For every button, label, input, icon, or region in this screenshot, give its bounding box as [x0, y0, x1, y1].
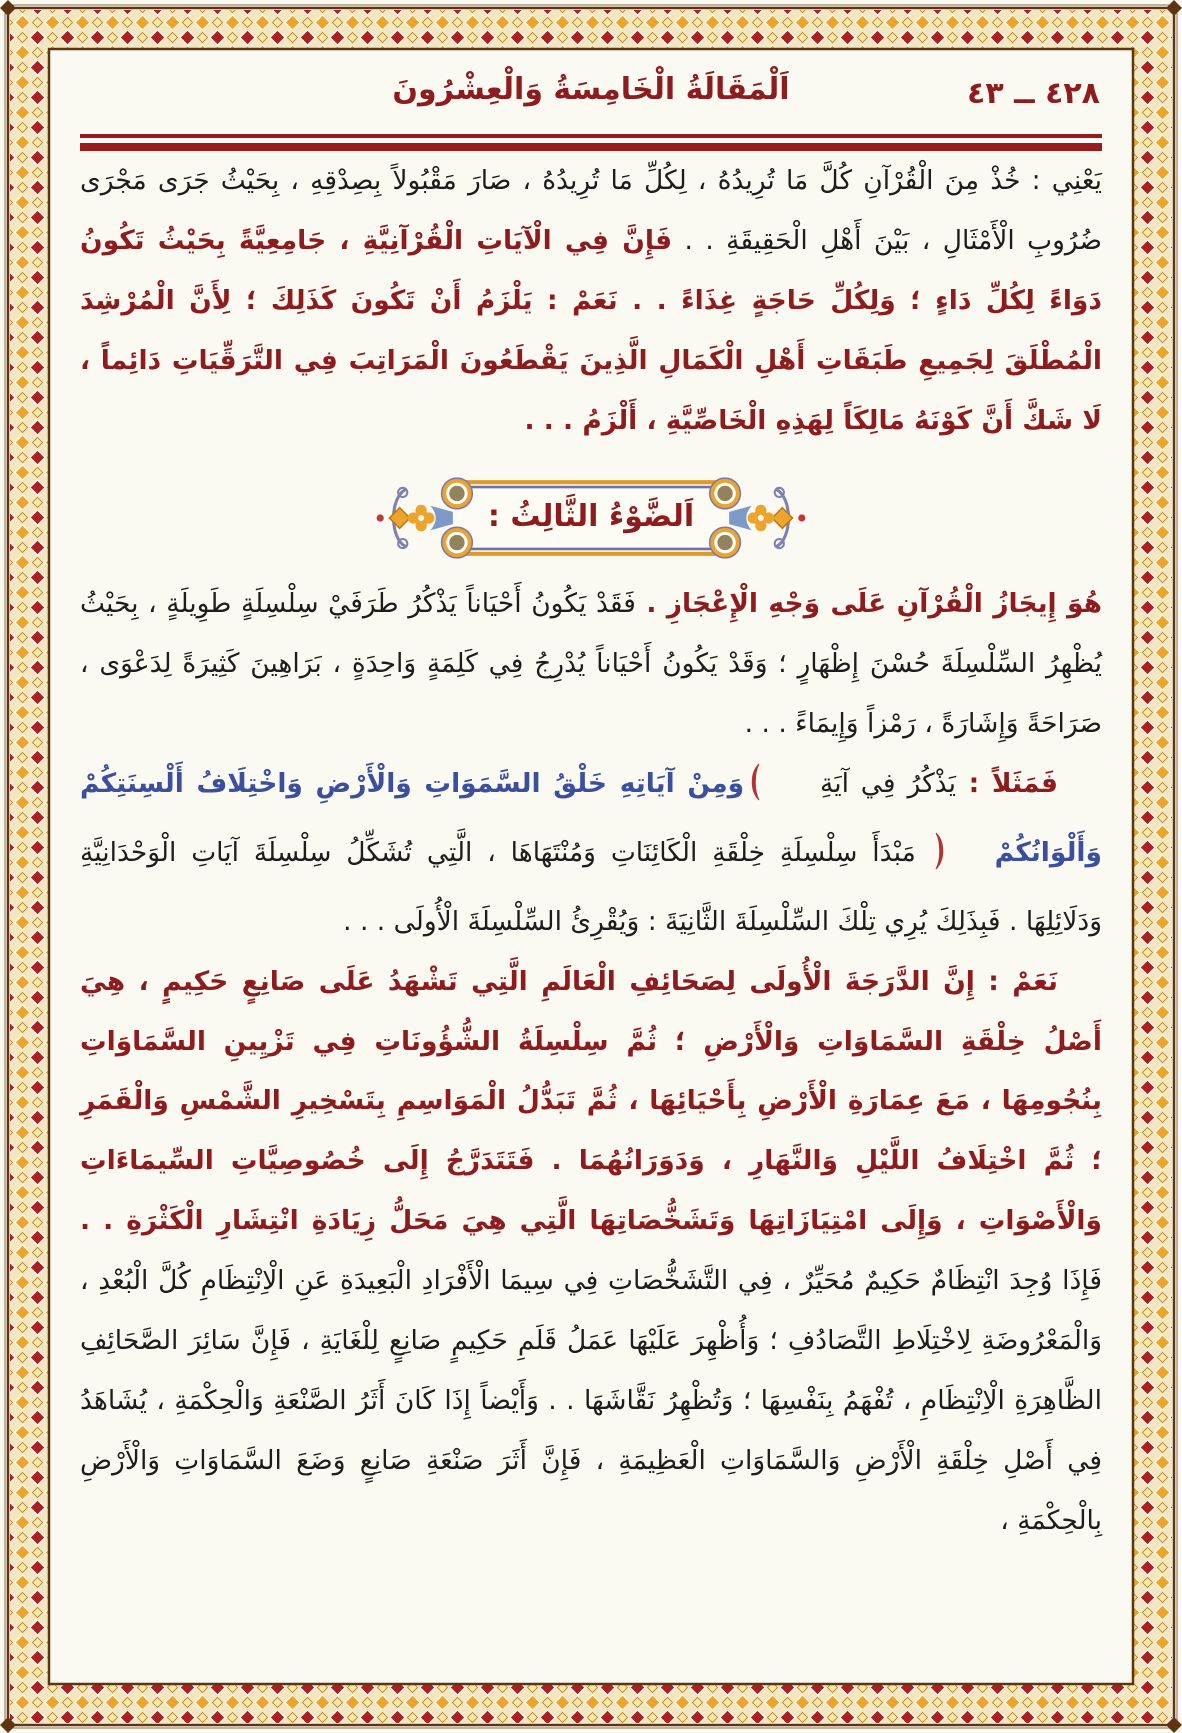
section-heading: اَلضَّوْءُ الثَّالِثُ :	[487, 498, 695, 534]
page-title: اَلْمَقَالَةُ الْخَامِسَةُ وَالْعِشْرُونَ	[392, 72, 790, 107]
body-text	[80, 151, 1102, 1550]
paragraph-3-rest-text: مَبْدَأَ سِلْسِلَةِ خِلْقَةِ الْكَائِنَاتِ وَمُنْتَهَاهَا ، الَّتِي تُشَكِّلُ سِلْسِلَةَ آيَاتِ الْوَحْدَانِيَّةِ وَدَلَائِلِهَا . فَبِذَلِكَ يُرِي تِلْكَ السِّلْسِلَةَ الثَّانِيَةَ : وَيُقْرِئُ السِّلْسِلَةَ الْأُولَى . . .	[80, 836, 1102, 937]
paragraph-1-red-text: فَإِنَّ فِي الْآيَاتِ الْقُرْآنِيَّةِ ، جَامِعِيَّةً بِحَيْثُ تَكُونُ دَوَاءً لِكُلِّ دَاءٍ ؛ وَلِكُلِّ حَاجَةٍ غِذَاءً . . نَعَمْ : يَلْزَمُ أَنْ تَكُونَ كَذَلِكَ ؛ لِأَنَّ الْمُرْشِدَ الْمُطْلَقَ لِجَمِيعِ طَبَقَاتِ أَهْلِ الْكَمَالِ الَّذِينَ يَقْطَعُونَ الْمَرَاتِبَ فِي التَّرَقِّيَاتِ دَائِماً ، لَا شَكَّ أَنَّ كَوْنَهُ مَالِكَاً لِهَذِهِ الْخَاصِّيَّةِ ، أَلْزَمُ . . .	[80, 224, 1102, 436]
paragraph-2-black-text: فَقَدْ يَكُونُ أَحْيَاناً يَذْكُرُ طَرَفَيْ سِلْسِلَةٍ طَوِيلَةٍ ، بِحَيْثُ يُظْهِرُ السِّلْسِلَةَ حُسْنَ إِظْهَارٍ ؛ وَقَدْ يَكُونُ أَحْيَاناً يُدْرِجُ فِي كَلِمَةٍ وَاحِدَةٍ ، بَرَاهِينَ كَثِيرَةً لِدَعْوَى ، صَرَاحَةً وَإِشَارَةً ، رَمْزاً وَإِيمَاءً . . .	[80, 588, 1102, 740]
paragraph-3-lead-text: فَمَثَلاً :	[955, 768, 1058, 799]
paragraph-2	[80, 574, 1102, 754]
page-header	[80, 56, 1102, 134]
paragraph-1-black-text: يَعْنِي : خُذْ مِنَ الْقُرْآنِ كُلَّ مَا تُرِيدُهُ ، لِكُلِّ مَا تُرِيدُهُ ، صَارَ مَقْبُولاً بِصِدْقِهِ ، بِحَيْثُ جَرَى مَجْرَى ضُرُوبِ الْأَمْثَالِ ، بَيْنَ أَهْلِ الْحَقِيقَةِ . .	[80, 165, 1102, 256]
paragraph-3-intro-text: يَذْكُرُ فِي آيَةِ	[808, 768, 956, 799]
paragraph-4-black-text: فَإِذَا وُجِدَ انْتِظَامٌ حَكِيمٌ مُحَيِّرٌ ، فِي التَّشَخُّصَاتِ فِي سِيمَا الْأَفْرَادِ الْبَعِيدَةِ عَنِ الْاِنْتِظَامِ كُلَّ الْبُعْدِ ، وَالْمَعْرُوضَةِ لِاخْتِلَاطِ التَّصَادُفِ ؛ وَأُظْهِرَ عَلَيْهَا عَمَلُ قَلَمِ حَكِيمٍ صَانِعٍ لِلْغَايَةِ ، فَإِنَّ سَائِرَ الصَّحَائِفِ الظَّاهِرَةِ الْاِنْتِظَامِ ، تُفْهَمُ بِنَفْسِهَا ؛ وَتُظْهِرُ نَقَّاشَهَا . . وَأَيْضاً إِذَا كَانَ أَثَرُ الصَّنْعَةِ وَالْحِكْمَةِ ، يُشَاهَدُ فِي أَصْلِ خِلْقَةِ الْأَرْضِ وَالسَّمَاوَاتِ الْعَظِيمَةِ ، فَإِنَّ أَثَرَ صَنْعَةِ صَانِعٍ وَضَعَ السَّمَاوَاتِ وَالْأَرْضِ بِالْحِكْمَةِ ،	[80, 1265, 1102, 1536]
header-rule-thick	[80, 143, 1102, 151]
paragraph-1	[80, 151, 1102, 450]
paragraph-3	[80, 754, 1102, 952]
ayah-open-bracket-icon	[747, 763, 805, 823]
page-numbers: ٤٢٨ ــ ٤٣	[967, 76, 1100, 111]
page-content	[80, 56, 1102, 1671]
quran-verse-text: وَمِنْ آيَاتِهِ خَلْقُ السَّمَوَاتِ وَالْأَرْضِ وَاخْتِلَافُ أَلْسِنَتِكُمْ وَأَلْوَانُكُمْ	[80, 768, 1102, 868]
section-cartouche	[371, 466, 811, 570]
header-rule-thin	[80, 134, 1102, 138]
ayah-close-bracket-icon	[934, 832, 992, 892]
paragraph-2-red-text: هُوَ إِيجَازُ الْقُرْآنِ عَلَى وَجْهِ الْإِعْجَازِ .	[635, 588, 1102, 620]
paragraph-4	[80, 952, 1102, 1551]
paragraph-4-red-text: نَعَمْ : إِنَّ الدَّرَجَةَ الْأُولَى لِصَحَائِفِ الْعَالَمِ الَّتِي تَشْهَدُ عَلَى صَانِعٍ حَكِيمٍ ، هِيَ أَصْلُ خِلْقَةِ السَّمَاوَاتِ وَالْأَرْضِ ؛ ثُمَّ سِلْسِلَةُ الشُّؤُونَاتِ فِي تَزْيِينِ السَّمَاوَاتِ بِنُجُومِهَا ، مَعَ عِمَارَةِ الْأَرْضِ بِأَحْيَائِهَا ، ثُمَّ تَبَدُّلُ الْمَوَاسِمِ بِتَسْخِيرِ الشَّمْسِ وَالْقَمَرِ ؛ ثُمَّ اخْتِلَافُ اللَّيْلِ وَالنَّهَارِ ، وَدَوَرَانُهُمَا . فَتَتَدَرَّجُ إِلَى خُصُوصِيَّاتِ السِّيمَاءَاتِ وَالْأَصْوَاتِ ، وَإِلَى امْتِيَازَاتِهَا وَتَشَخُّصَاتِهَا الَّتِي هِيَ مَحَلُّ زِيَادَةِ انْتِشَارِ الْكَثْرَةِ . .	[80, 965, 1102, 1237]
